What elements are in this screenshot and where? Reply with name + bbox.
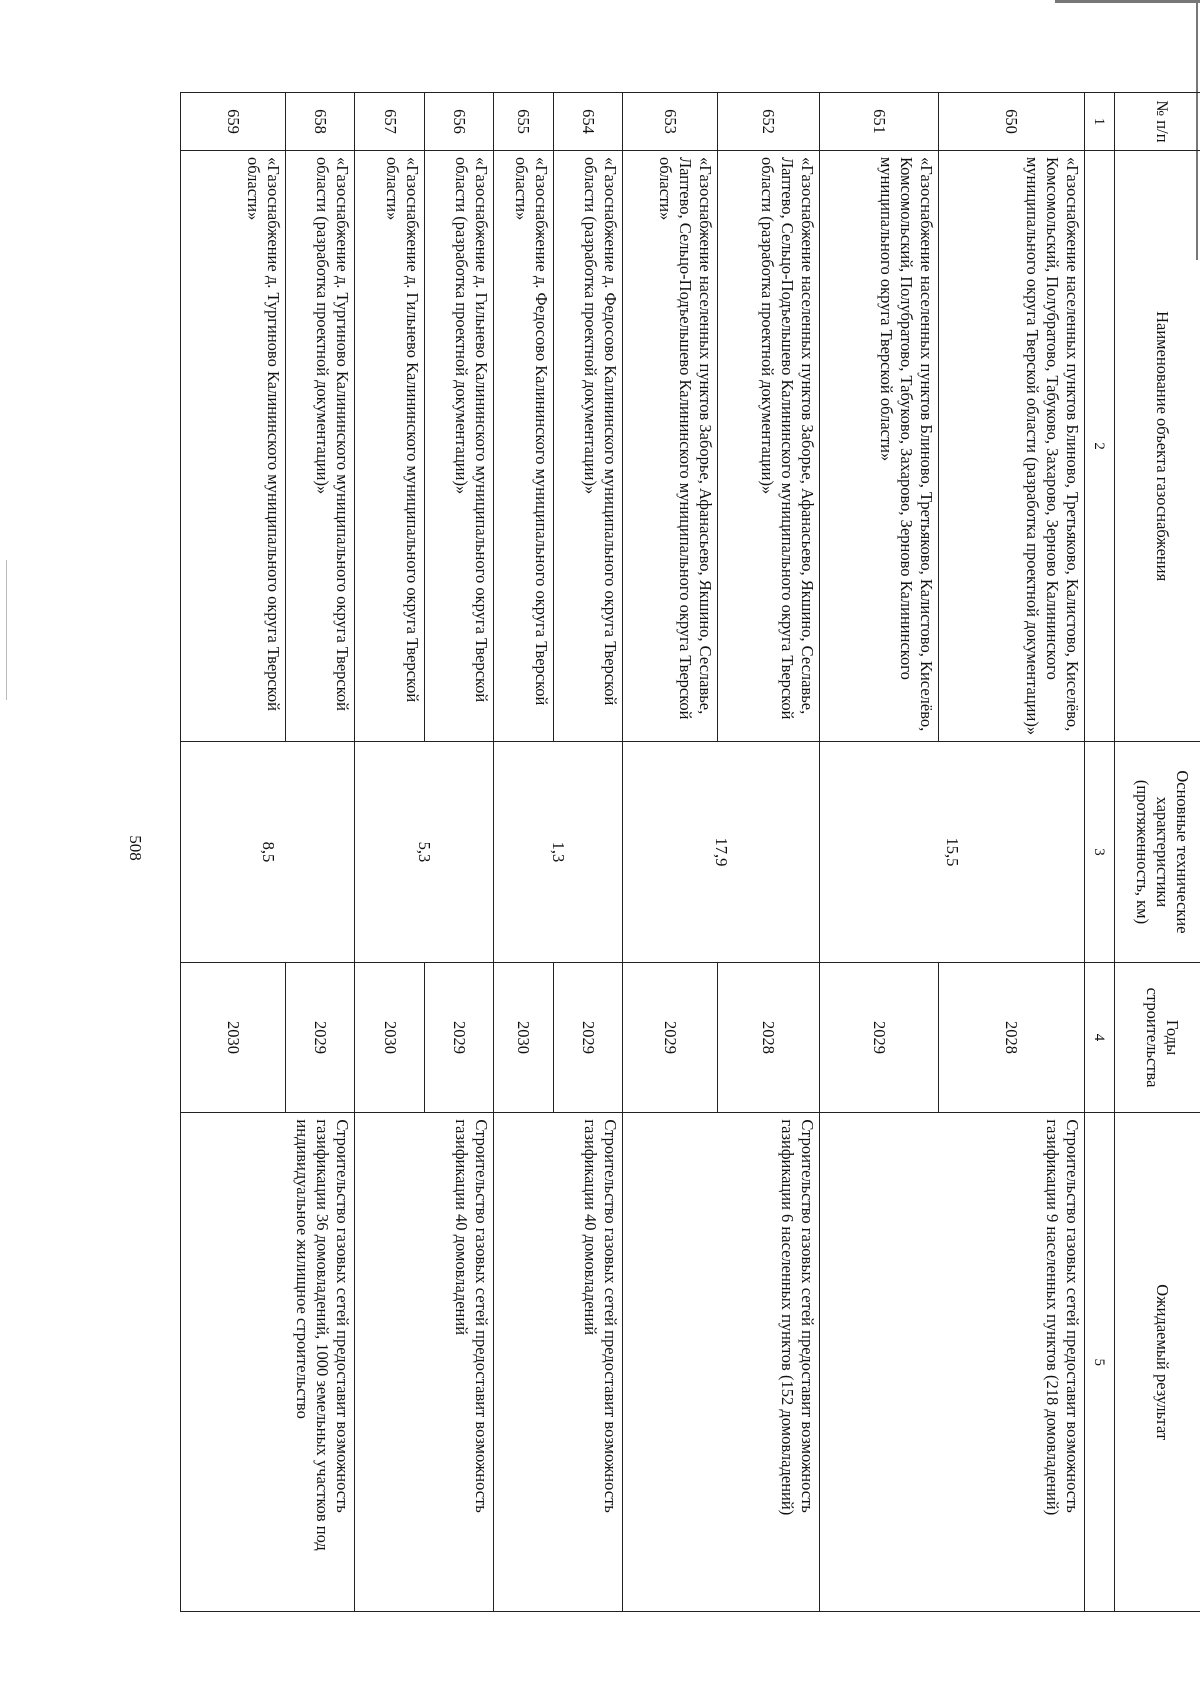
column-index: 2 [1084,150,1114,741]
object-name: «Газоснабжение населенных пунктов Блиново, Третьяково, Калистово, Киселёво, Комсомольский, Полубратово, Табуково, Захарово, Зерново Калининского муниципального округа Тверской области» [819,150,938,741]
column-index: 3 [1084,742,1114,962]
expected-result: Строительство газовых сетей предоставит возможность газификации 6 населенных пунктов (152 домовладений) [622,1113,819,1612]
scan-edge-left [6,560,7,700]
table-row [553,93,622,1612]
header-num: № п/п [1114,93,1200,151]
object-name: «Газоснабжение населенных пунктов Блиново, Третьяково, Калистово, Киселёво, Комсомольский, Полубратово, Табуково, Захарово, Зерново Калининского муниципального округа Тверской области (разработка проектной документации)» [939,150,1085,741]
pipeline-length: 17,9 [622,742,819,962]
expected-result: Строительство газовых сетей предоставит возможность газификации 9 населенных пунктов (218 домовладений) [819,1113,1084,1612]
header-length: Основные технические характеристики (протяженность, км) [1114,742,1200,962]
object-name: «Газоснабжение д. Федосово Калининского муниципального округа Тверской области» [493,150,553,741]
expected-result: Строительство газовых сетей предоставит возможность газификации 40 домовладений [493,1113,622,1612]
construction-year: 2029 [819,962,938,1113]
rotated-table-wrapper [180,92,1200,1612]
column-index: 5 [1084,1113,1114,1612]
object-name: «Газоснабжение д. Гильнево Калининского муниципального округа Тверской области (разработка проектной документации)» [424,150,493,741]
column-index: 4 [1084,962,1114,1113]
construction-year: 2029 [553,962,622,1113]
column-index-row [1084,93,1114,1612]
row-number: 650 [939,93,1085,151]
object-name: «Газоснабжение д. Тургиново Калининского муниципального округа Тверской области (разработка проектной документации)» [286,150,355,741]
construction-year: 2030 [493,962,553,1113]
construction-year: 2028 [718,962,819,1113]
object-name: «Газоснабжение населенных пунктов Заборье, Афанасьево, Якшино, Сеславье, Лаптево, Сельцо-Подъельшево Калининского муниципального округа Тверской области» [622,150,717,741]
row-number: 658 [286,93,355,151]
pipeline-length: 8,5 [181,742,355,962]
expected-result: Строительство газовых сетей предоставит возможность газификации 40 домовладений [355,1113,493,1612]
construction-year: 2029 [424,962,493,1113]
pipeline-length: 1,3 [493,742,622,962]
header-row [1114,93,1200,1612]
row-number: 654 [553,93,622,151]
row-number: 655 [493,93,553,151]
gas-supply-table [180,92,1200,1612]
table-row [424,93,493,1612]
table-row [286,93,355,1612]
object-name: «Газоснабжение д. Федосово Калининского муниципального округа Тверской области (разработка проектной документации)» [553,150,622,741]
row-number: 651 [819,93,938,151]
row-number: 657 [355,93,424,151]
row-number: 653 [622,93,717,151]
table-row [718,93,819,1612]
pipeline-length: 5,3 [355,742,493,962]
header-years: Годы строительства [1114,962,1200,1113]
object-name: «Газоснабжение д. Гильнево Калининского муниципального округа Тверской области» [355,150,424,741]
object-name: «Газоснабжение населенных пунктов Заборье, Афанасьево, Якшино, Сеславье, Лаптево, Сельцо-Подъельшево Калининского муниципального округа Тверской области (разработка проектной документации)» [718,150,819,741]
row-number: 652 [718,93,819,151]
column-index: 1 [1084,93,1114,151]
construction-year: 2029 [622,962,717,1113]
object-name: «Газоснабжение д. Тургиново Калининского муниципального округа Тверской области» [181,150,286,741]
pipeline-length: 15,5 [819,742,1084,962]
row-number: 659 [181,93,286,151]
table-row [939,93,1085,1612]
row-number: 656 [424,93,493,151]
construction-year: 2029 [286,962,355,1113]
construction-year: 2028 [939,962,1085,1113]
header-name: Наименование объекта газоснабжения [1114,150,1200,741]
construction-year: 2030 [181,962,286,1113]
construction-year: 2030 [355,962,424,1113]
scan-edge-top-right [1055,0,1200,3]
header-result: Ожидаемый результат [1114,1113,1200,1612]
expected-result: Строительство газовых сетей предоставит возможность газификации 36 домовладений, 1000 земельных участков под индивидуальное жилищное строительство [181,1113,355,1612]
page-number: 508 [126,835,145,861]
